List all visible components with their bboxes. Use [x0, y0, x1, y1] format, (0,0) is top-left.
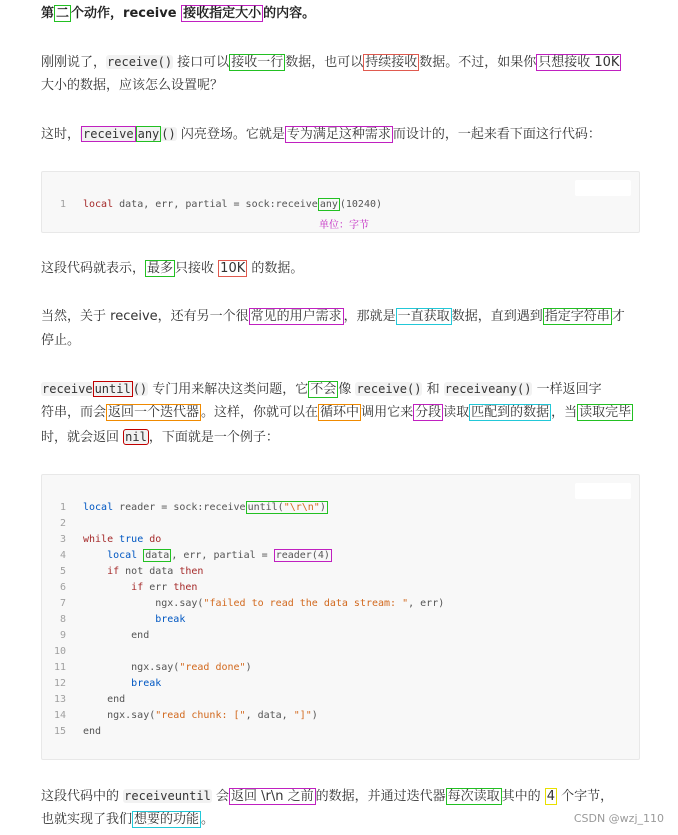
highlight: any: [319, 199, 338, 210]
highlight: 只想接收 10K: [538, 55, 620, 70]
line-number: 3: [59, 534, 66, 545]
line-number: 9: [59, 630, 66, 641]
text: 个动作，receive: [71, 6, 182, 21]
code-token: local: [83, 199, 114, 210]
highlight: 指定字符串: [544, 309, 610, 324]
code-token: then: [179, 566, 204, 577]
code-token: ): [319, 502, 326, 513]
line-number: 8: [59, 614, 66, 625]
text: 专门用来解决这类问题，它: [148, 382, 309, 397]
code-token: , err, partial =: [171, 550, 274, 561]
highlight: 持续接收: [365, 55, 418, 70]
line-number: 7: [59, 598, 66, 609]
paragraph-receive: [41, 50, 641, 98]
text: ，当: [551, 405, 578, 420]
text: 个字节，: [557, 789, 614, 804]
code-block-receiveany: [41, 171, 640, 233]
code-token: local: [83, 502, 114, 513]
copy-button[interactable]: [575, 180, 631, 196]
text: 和: [422, 382, 444, 397]
text: 当然，关于 receive，还有另一个很: [41, 309, 249, 324]
highlight: 常见的用户需求: [250, 309, 342, 324]
text: 。这样，你就可以在: [201, 405, 319, 420]
highlight: 循环中: [320, 405, 360, 420]
text: 的内容。: [263, 6, 316, 21]
code-token: break: [155, 614, 186, 625]
code-line: [42, 676, 161, 692]
highlight: reader(4): [275, 550, 330, 561]
code-line: [42, 532, 161, 548]
text: 会: [211, 789, 229, 804]
code-line: [42, 548, 332, 564]
code-token: local: [107, 550, 138, 561]
intro-line: [41, 2, 641, 26]
paragraph-receiveany: [41, 122, 641, 147]
code-line: [42, 724, 101, 740]
line-number: 4: [59, 550, 66, 561]
text: 一样返回字: [532, 382, 602, 397]
text: 而设计的，一起来看下面这行代码：: [392, 127, 601, 142]
text: 符串，而会: [41, 405, 107, 420]
text: (): [132, 382, 148, 396]
code-token: not data: [119, 566, 180, 577]
inline-code: [80, 127, 177, 141]
text: 。: [201, 812, 215, 827]
code-token: , data,: [245, 710, 294, 721]
code-token: "failed to read the data stream: ": [203, 598, 409, 609]
paragraph-max: [41, 257, 641, 281]
paragraph-receiveuntil: [41, 377, 641, 449]
highlight: until(: [247, 502, 284, 513]
highlight: 接收一行: [231, 55, 284, 70]
highlight: 返回 \r\n 之前: [230, 789, 314, 804]
highlight: until: [94, 382, 131, 396]
line-number: 5: [59, 566, 66, 577]
highlight: 返回一个迭代器: [108, 405, 200, 420]
highlight: any: [137, 127, 160, 141]
line-number: 1: [59, 502, 66, 513]
code-token: "read chunk: [": [155, 710, 246, 721]
csdn-watermark: CSDN @wzj_110: [573, 812, 664, 825]
highlight: 匹配到的数据: [471, 405, 550, 420]
line-number: 14: [53, 710, 66, 721]
line-number: 1: [59, 199, 66, 210]
code-token: break: [131, 678, 162, 689]
code-line: [42, 197, 382, 213]
code-token: true: [119, 534, 144, 545]
code-token: data, err, partial = sock:receive: [113, 199, 318, 210]
highlight: 二: [56, 6, 70, 21]
code-line: [42, 596, 444, 612]
code-token: [83, 678, 131, 689]
text: 只接收: [175, 261, 219, 276]
code-block-receiveuntil: [41, 474, 640, 760]
highlight: 最多: [147, 261, 174, 276]
code-token: ngx.say(: [83, 662, 180, 673]
line-number: 10: [53, 646, 66, 657]
line-number: 12: [53, 678, 66, 689]
text: 这段代码就表示，: [41, 261, 146, 276]
code-line: [42, 564, 203, 580]
text: 时，就会返回: [41, 430, 124, 445]
line-number: 2: [59, 518, 66, 529]
code-token: ): [245, 662, 252, 673]
text: 这时，: [41, 127, 81, 142]
code-token: if: [131, 582, 144, 593]
text: 读取: [443, 405, 470, 420]
text: 数据，直到遇到: [451, 309, 543, 324]
text: 大小的数据，应该怎么设置呢？: [41, 78, 224, 93]
code-token: end: [83, 694, 126, 705]
text: 其中的: [501, 789, 545, 804]
code-token: [83, 566, 107, 577]
inline-code: [41, 382, 148, 396]
text: 的数据。: [247, 261, 304, 276]
code-token: ngx.say(: [83, 710, 156, 721]
highlight: 4: [546, 789, 556, 804]
code-line: [42, 692, 125, 708]
code-token: err: [143, 582, 174, 593]
text: 闪亮登场。它就是: [176, 127, 285, 142]
text: 数据，也可以: [285, 55, 364, 70]
text: 第: [41, 6, 55, 21]
highlight: 每次读取: [447, 789, 500, 804]
code-line: [42, 516, 83, 532]
line-number: 15: [53, 726, 66, 737]
line-number: 6: [59, 582, 66, 593]
code-token: end: [83, 630, 150, 641]
inline-code: receiveany(): [444, 382, 532, 396]
highlight: 10K: [220, 261, 246, 276]
code-token: "]": [293, 710, 312, 721]
code-line: [42, 708, 318, 724]
code-token: [83, 582, 131, 593]
code-token: reader = sock:receive: [113, 502, 246, 513]
inline-code: receive(): [356, 382, 422, 396]
highlight: 想要的功能: [134, 812, 200, 827]
code-token: while: [83, 534, 114, 545]
highlight: receive: [83, 127, 134, 141]
text: (): [161, 127, 176, 141]
inline-code: receive(): [107, 55, 173, 69]
text: 刚刚说了，: [41, 55, 107, 70]
paragraph-requirement: [41, 305, 641, 353]
code-line: [42, 660, 252, 676]
code-token: do: [149, 534, 162, 545]
highlight: nil: [125, 430, 147, 444]
code-line: [42, 628, 149, 644]
text: 停止。: [41, 333, 81, 348]
text: 像: [338, 382, 356, 397]
code-line: [42, 580, 197, 596]
text: 接口可以: [173, 55, 230, 70]
code-token: if: [107, 566, 120, 577]
highlight: 不会: [310, 382, 337, 397]
text: ，那就是: [343, 309, 396, 324]
code-line: [42, 644, 83, 660]
text: ，下面就是一个例子：: [148, 430, 279, 445]
text: 数据。不过，如果你: [419, 55, 537, 70]
paragraph-summary: [41, 784, 641, 832]
text: receive: [42, 382, 93, 396]
code-token: ngx.say(: [83, 598, 204, 609]
code-token: [83, 550, 107, 561]
unit-annotation: 单位：字节: [319, 220, 369, 231]
line-number: 11: [53, 662, 66, 673]
highlight: 接收指定大小: [183, 6, 262, 21]
highlight: 一直获取: [397, 309, 450, 324]
copy-button[interactable]: [575, 483, 631, 499]
code-token: "\r\n": [283, 502, 320, 513]
code-token: (10240): [339, 199, 383, 210]
line-number: 13: [53, 694, 66, 705]
code-token: , err): [408, 598, 445, 609]
code-token: [83, 614, 155, 625]
highlight: 专为满足这种需求: [286, 127, 391, 142]
highlight: data: [145, 550, 170, 561]
code-token: "read done": [179, 662, 246, 673]
text: 的数据，并通过迭代器: [315, 789, 446, 804]
code-line: [42, 612, 185, 628]
code-line: [42, 500, 328, 516]
code-token: then: [173, 582, 198, 593]
code-token: ): [311, 710, 318, 721]
code-token: end: [83, 726, 102, 737]
highlight: 分段: [415, 405, 442, 420]
text: 也就实现了我们: [41, 812, 133, 827]
text: 调用它来: [361, 405, 414, 420]
text: 才: [611, 309, 625, 324]
highlight: 读取完毕: [579, 405, 632, 420]
inline-code: receiveuntil: [124, 789, 211, 803]
text: 这段代码中的: [41, 789, 124, 804]
